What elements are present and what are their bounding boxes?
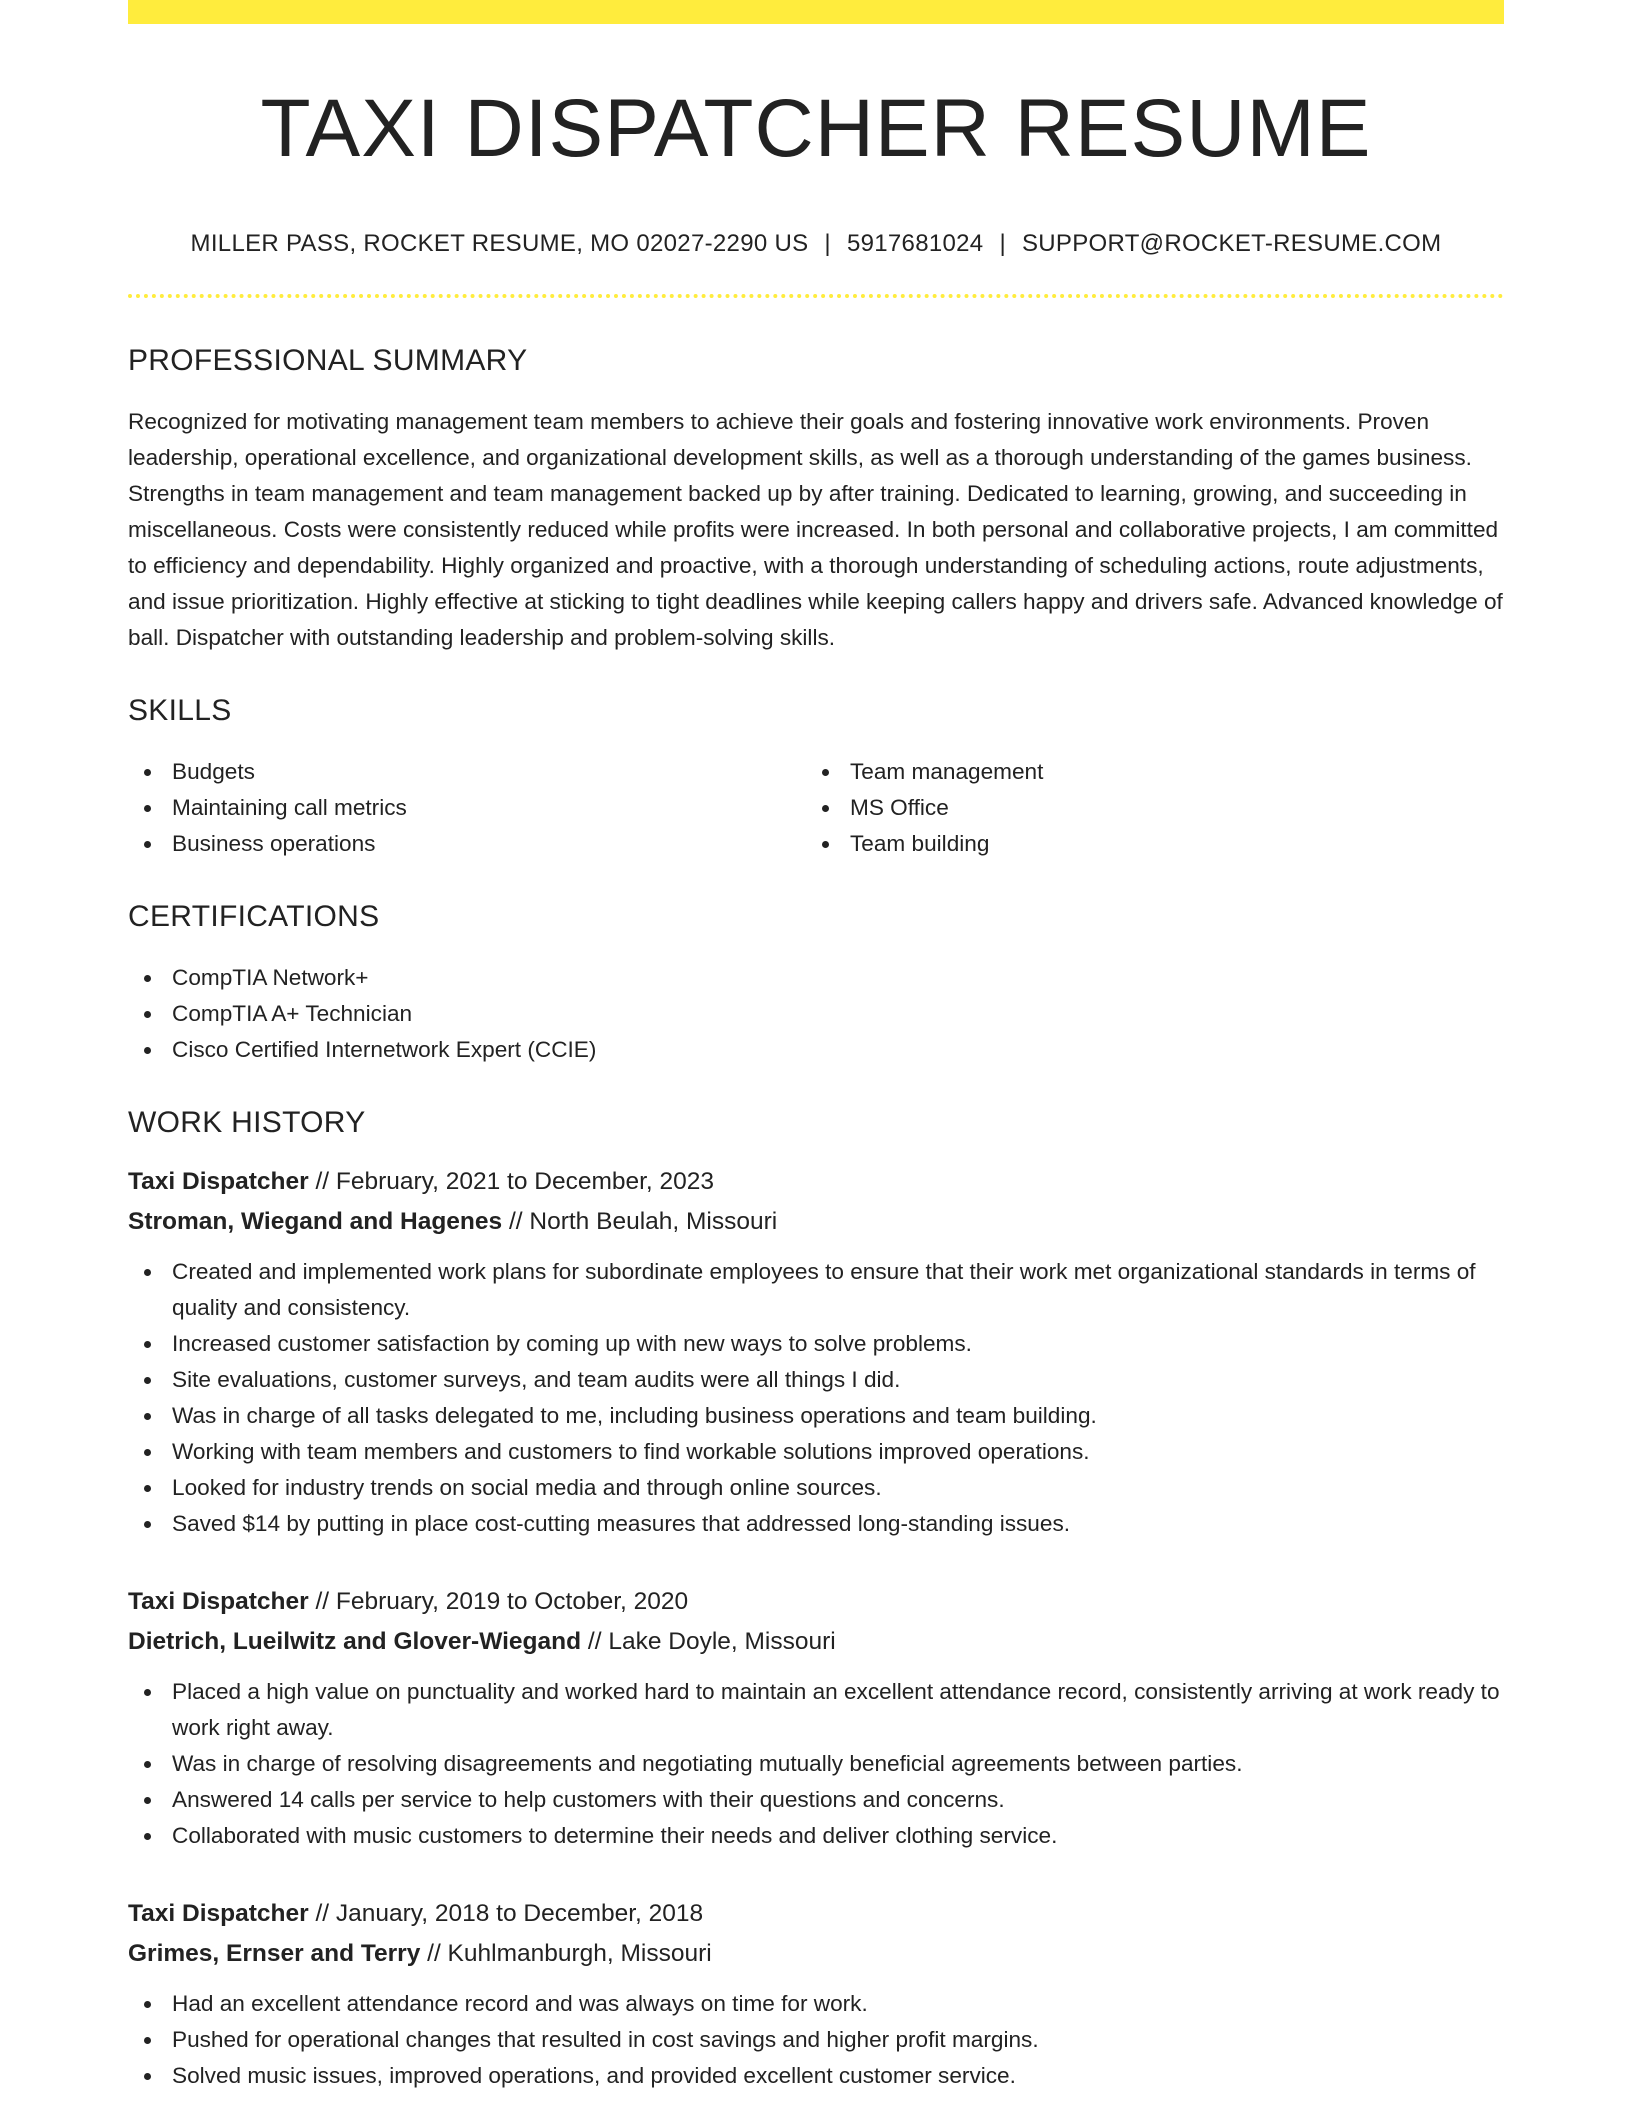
contact-email: SUPPORT@ROCKET-RESUME.COM xyxy=(1021,230,1442,258)
job-bullet: Increased customer satisfaction by coming up with new ways to solve problems. xyxy=(128,1326,1504,1362)
job-bullet: Created and implemented work plans for subordinate employees to ensure that their work met organizational standards in terms of quality and consistency. xyxy=(128,1254,1504,1326)
job-bullet: Site evaluations, customer surveys, and team audits were all things I did. xyxy=(128,1362,1504,1398)
certifications-list xyxy=(128,960,1504,1068)
summary-heading: PROFESSIONAL SUMMARY xyxy=(128,344,528,378)
job-company-line xyxy=(128,1622,1504,1662)
job-bullet-list xyxy=(128,1986,1504,2094)
job-title: Taxi Dispatcher xyxy=(128,1168,309,1196)
job-dates: // January, 2018 to December, 2018 xyxy=(308,1900,704,1928)
job-bullet: Collaborated with music customers to determine their needs and deliver clothing service. xyxy=(128,1818,1504,1854)
skills-heading: SKILLS xyxy=(128,694,232,728)
contact-phone: 5917681024 xyxy=(846,230,984,258)
job-bullet: Looked for industry trends on social media and through online sources. xyxy=(128,1470,1504,1506)
contact-separator: | xyxy=(999,230,1006,258)
job-bullet: Was in charge of resolving disagreements and negotiating mutually beneficial agreements between parties. xyxy=(128,1746,1504,1782)
contact-address: MILLER PASS, ROCKET RESUME, MO 02027-2290 US xyxy=(190,230,809,258)
summary-text: Recognized for motivating management team members to achieve their goals and fostering innovative work environments. Proven leadership, operational excellence, and organizational development skills, as well as a thorough understanding of the games business. Strengths in team management and team management backed up by after training. Dedicated to learning, growing, and succeeding in miscellaneous. Costs were consistently reduced while profits were increased. In both personal and collaborative projects, I am committed to efficiency and dependability. Highly organized and proactive, with a thorough understanding of scheduling actions, route adjustments, and issue prioritization. Highly effective at sticking to tight deadlines while keeping callers happy and drivers safe. Advanced knowledge of ball. Dispatcher with outstanding leadership and problem-solving skills. xyxy=(128,409,1503,651)
job-location: // North Beulah, Missouri xyxy=(502,1208,778,1236)
job-entry xyxy=(128,1162,1504,1542)
job-bullet-list xyxy=(128,1254,1504,1542)
resume-page xyxy=(128,0,1504,2094)
job-bullet: Had an excellent attendance record and was always on time for work. xyxy=(128,1986,1504,2022)
skill-item: Team management xyxy=(806,754,1484,790)
skill-item: Business operations xyxy=(128,826,806,862)
contact-line xyxy=(128,230,1504,258)
skill-item: Maintaining call metrics xyxy=(128,790,806,826)
dotted-divider xyxy=(128,294,1504,298)
top-accent-bar xyxy=(128,0,1504,24)
job-location: // Lake Doyle, Missouri xyxy=(581,1628,836,1656)
certifications-heading: CERTIFICATIONS xyxy=(128,900,380,934)
job-bullet: Answered 14 calls per service to help customers with their questions and concerns. xyxy=(128,1782,1504,1818)
job-bullet: Was in charge of all tasks delegated to me, including business operations and team building. xyxy=(128,1398,1504,1434)
job-company-line xyxy=(128,1202,1504,1242)
job-title: Taxi Dispatcher xyxy=(128,1588,309,1616)
job-entry xyxy=(128,1582,1504,1854)
job-title-line xyxy=(128,1894,1504,1934)
job-bullet: Saved $14 by putting in place cost-cutting measures that addressed long-standing issues. xyxy=(128,1506,1504,1542)
certification-item: CompTIA Network+ xyxy=(128,960,1504,996)
job-dates: // February, 2019 to October, 2020 xyxy=(308,1588,689,1616)
job-company: Stroman, Wiegand and Hagenes xyxy=(128,1208,503,1236)
job-bullet-list xyxy=(128,1674,1504,1854)
skill-item: Budgets xyxy=(128,754,806,790)
job-bullet: Pushed for operational changes that resulted in cost savings and higher profit margins. xyxy=(128,2022,1504,2058)
job-title-line xyxy=(128,1582,1504,1622)
certification-item: CompTIA A+ Technician xyxy=(128,996,1504,1032)
job-company: Dietrich, Lueilwitz and Glover-Wiegand xyxy=(128,1628,582,1656)
job-title-line xyxy=(128,1162,1504,1202)
skill-item: Team building xyxy=(806,826,1484,862)
job-bullet: Solved music issues, improved operations, and provided excellent customer service. xyxy=(128,2058,1504,2094)
job-title: Taxi Dispatcher xyxy=(128,1900,309,1928)
job-company-line xyxy=(128,1934,1504,1974)
resume-title: TAXI DISPATCHER RESUME xyxy=(260,83,1372,174)
skill-item: MS Office xyxy=(806,790,1484,826)
job-location: // Kuhlmanburgh, Missouri xyxy=(420,1940,712,1968)
skills-grid xyxy=(128,754,1504,862)
skills-left-column xyxy=(128,754,806,862)
skills-right-column xyxy=(806,754,1484,862)
job-bullet: Placed a high value on punctuality and worked hard to maintain an excellent attendance record, consistently arriving at work ready to work right away. xyxy=(128,1674,1504,1746)
job-entry xyxy=(128,1894,1504,2094)
job-company: Grimes, Ernser and Terry xyxy=(128,1940,421,1968)
certification-item: Cisco Certified Internetwork Expert (CCIE) xyxy=(128,1032,1504,1068)
contact-separator: | xyxy=(824,230,831,258)
job-dates: // February, 2021 to December, 2023 xyxy=(308,1168,715,1196)
job-bullet: Working with team members and customers to find workable solutions improved operations. xyxy=(128,1434,1504,1470)
work-history-heading: WORK HISTORY xyxy=(128,1106,366,1140)
